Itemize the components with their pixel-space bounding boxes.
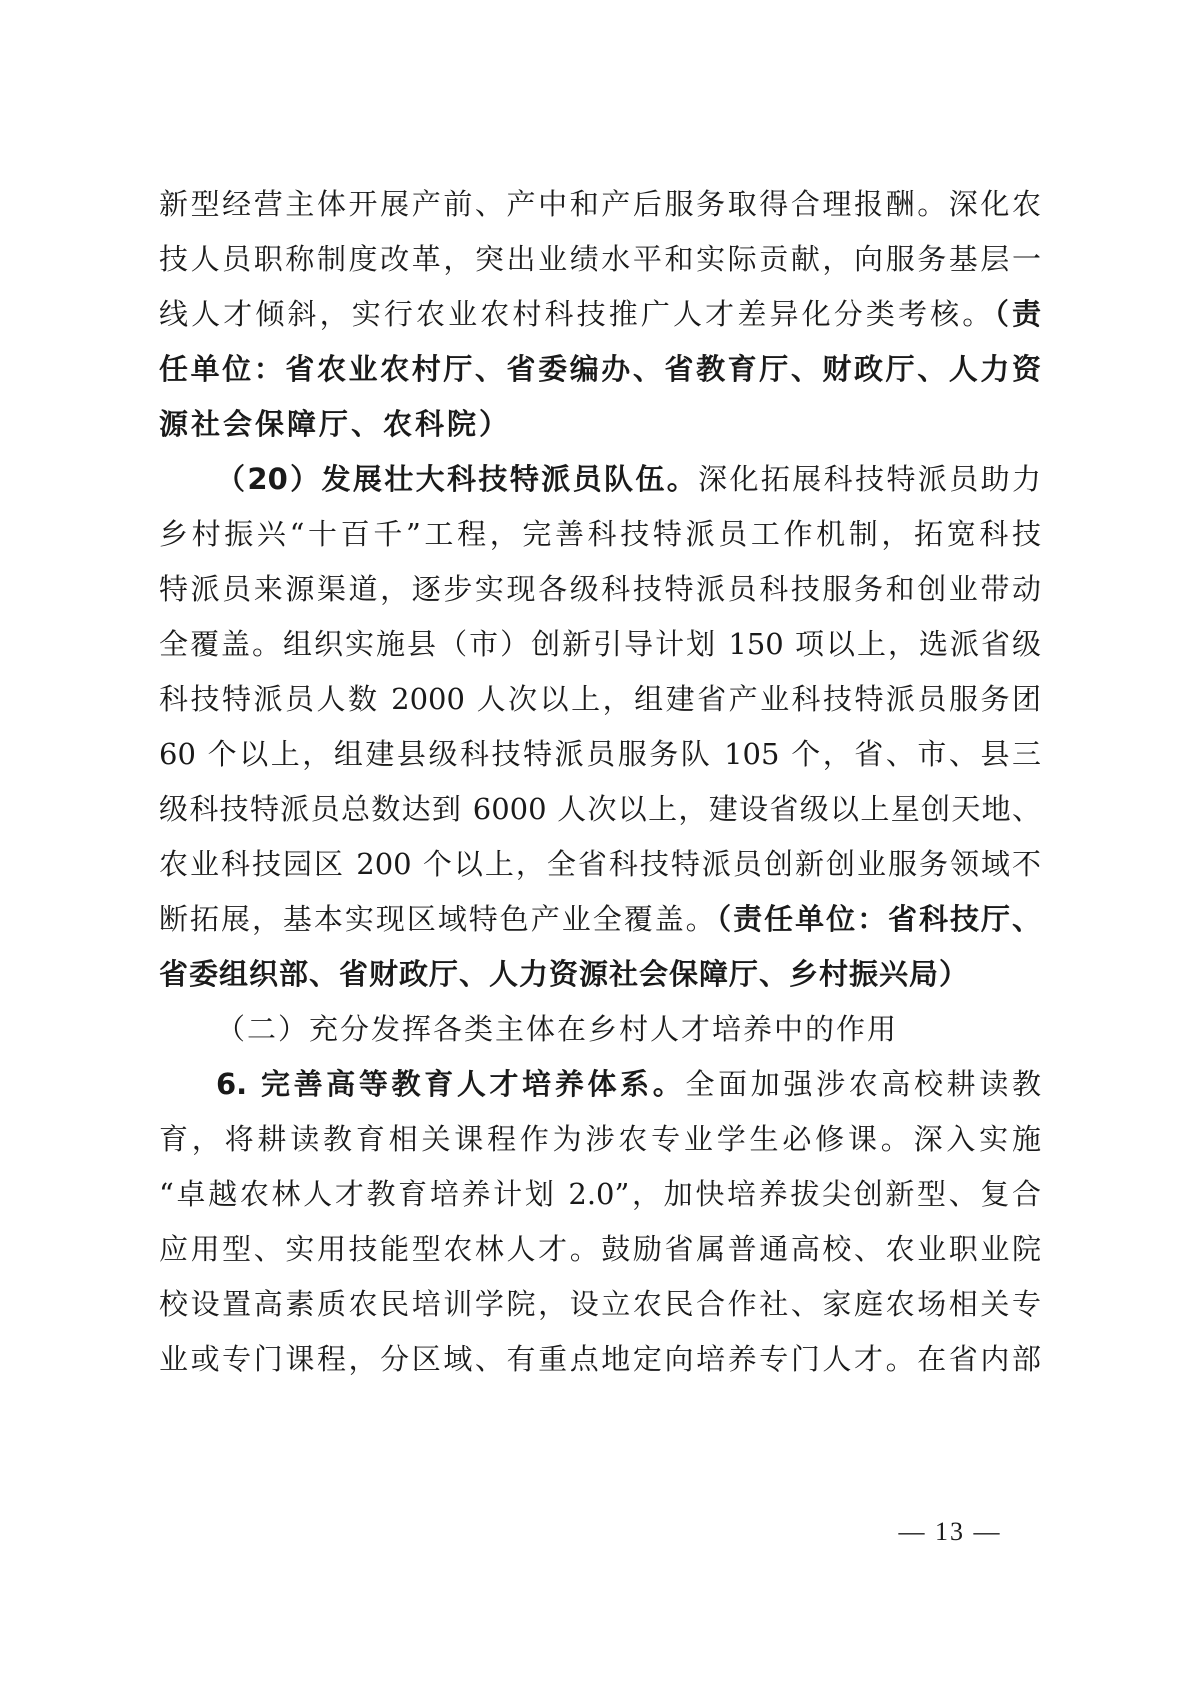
responsibility-line: 任单位：省农业农村厅、省委编办、省教育厅、财政厅、人力资 [159, 352, 1041, 386]
paragraph-line: 新型经营主体开展产前、产中和产后服务取得合理报酬。深化农 [159, 187, 1041, 221]
paragraph-line: 级科技特派员总数达到 6000 人次以上，建设省级以上星创天地、 [159, 792, 1041, 826]
section-heading-20: （20）发展壮大科技特派员队伍。深化拓展科技特派员助力 [216, 462, 1041, 496]
paragraph-line: “卓越农林人才教育培养计划 2.0”，加快培养拔尖创新型、复合 [159, 1177, 1041, 1211]
paragraph-line: 技人员职称制度改革，突出业绩水平和实际贡献，向服务基层一 [159, 242, 1041, 276]
paragraph-line: 科技特派员人数 2000 人次以上，组建省产业科技特派员服务团 [159, 682, 1041, 716]
paragraph-line: 乡村振兴“十百千”工程，完善科技特派员工作机制，拓宽科技 [159, 517, 1041, 551]
paragraph-line: 线人才倾斜，实行农业农村科技推广人才差异化分类考核。（责 [159, 297, 1041, 331]
responsibility-line: 省委组织部、省财政厅、人力资源社会保障厅、乡村振兴局） [159, 957, 970, 991]
section-heading-2: （二）充分发挥各类主体在乡村人才培养中的作用 [216, 1012, 899, 1046]
paragraph-line: 农业科技园区 200 个以上，全省科技特派员创新创业服务领域不 [159, 847, 1041, 881]
paragraph-line: 60 个以上，组建县级科技特派员服务队 105 个，省、市、县三 [159, 737, 1041, 771]
paragraph-line: 全覆盖。组织实施县（市）创新引导计划 150 项以上，选派省级 [159, 627, 1041, 661]
paragraph-line: 应用型、实用技能型农林人才。鼓励省属普通高校、农业职业院 [159, 1232, 1041, 1266]
paragraph-line: 断拓展，基本实现区域特色产业全覆盖。（责任单位：省科技厅、 [159, 902, 1041, 936]
paragraph-line: 业或专门课程，分区域、有重点地定向培养专门人才。在省内部 [159, 1342, 1041, 1376]
subsection-heading-6: 6. 完善高等教育人才培养体系。全面加强涉农高校耕读教 [216, 1067, 1041, 1101]
paragraph-line: 校设置高素质农民培训学院，设立农民合作社、家庭农场相关专 [159, 1287, 1041, 1321]
page-number: — 13 — [898, 1517, 1002, 1546]
paragraph-line: 特派员来源渠道，逐步实现各级科技特派员科技服务和创业带动 [159, 572, 1041, 606]
paragraph-line: 育，将耕读教育相关课程作为涉农专业学生必修课。深入实施 [159, 1122, 1041, 1156]
responsibility-line: 源社会保障厅、农科院） [159, 407, 512, 441]
